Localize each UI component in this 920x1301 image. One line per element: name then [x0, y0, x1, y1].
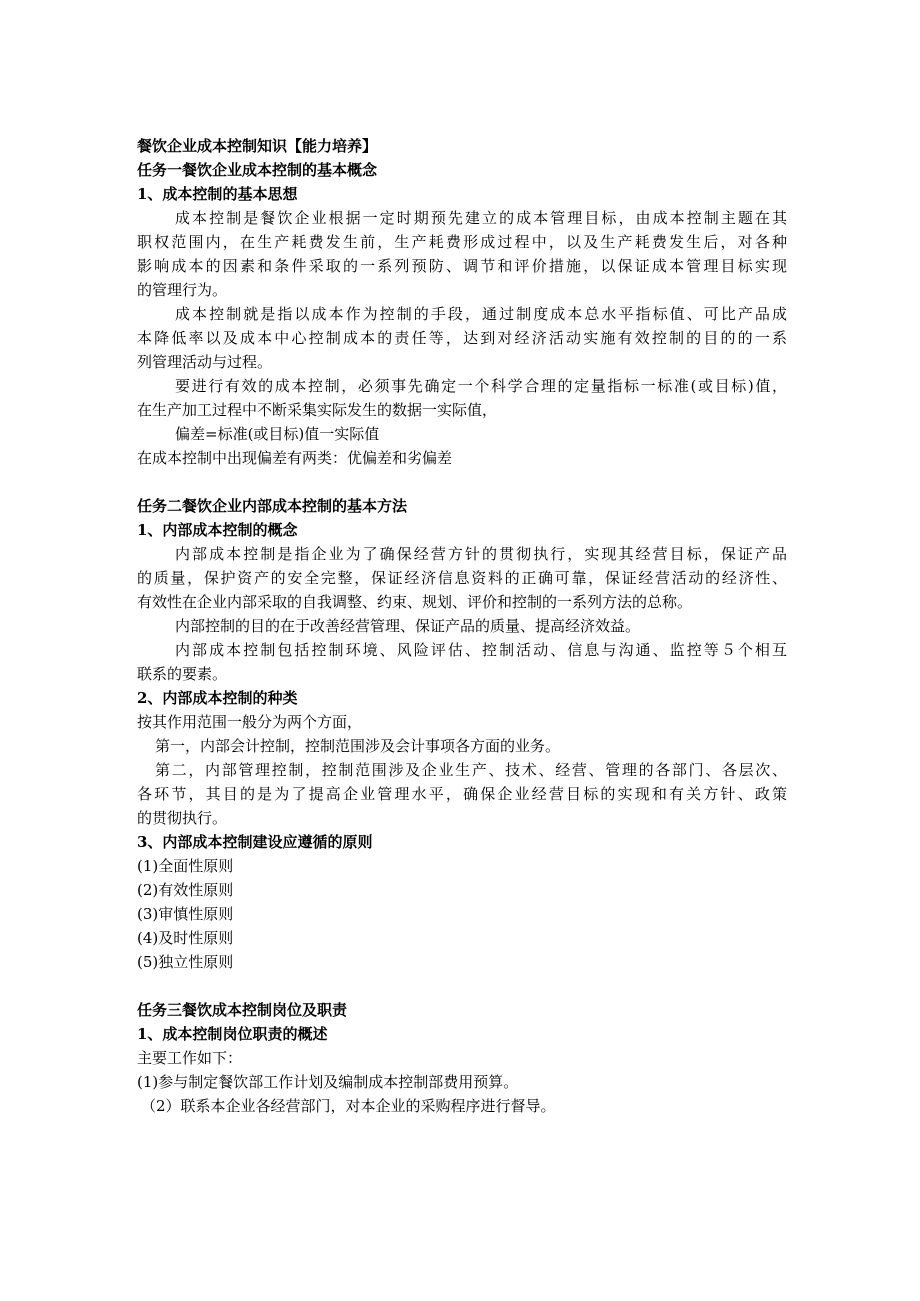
task2-section2-intro: 按其作用范围一般分为两个方面， — [137, 713, 363, 731]
task2-p1-line3: 有效性在企业内部采取的自我调整、约束、规划、评价和控制的一系列方法的总称。 — [137, 593, 693, 611]
task3-heading: 任务三餐饮成本控制岗位及职责 — [137, 1001, 348, 1019]
task2-section2-second-line2: 各环节，其目的是为了提高企业管理水平，确保企业经营目标的实现和有关方针、政策 — [137, 785, 787, 803]
task3-section1-heading: 1、成本控制岗位职责的概述 — [137, 1025, 328, 1043]
task1-p3-line1: 要进行有效的成本控制，必须事先确定一个科学合理的定量指标一标准(或目标)值， — [175, 377, 787, 395]
task2-p1-line1: 内部成本控制是指企业为了确保经营方针的贯彻执行，实现其经营目标，保证产品 — [175, 545, 787, 563]
task1-p2-line3: 列管理活动与过程。 — [137, 353, 273, 371]
document-title: 餐饮企业成本控制知识【能力培养】 — [137, 137, 378, 155]
document-page — [137, 134, 787, 1118]
task2-p3-line2: 联系的要素。 — [137, 665, 228, 683]
task3-item1: (1)参与制定餐饮部工作计划及编制成本控制部费用预算。 — [137, 1073, 519, 1091]
task2-p2: 内部控制的目的在于改善经营管理、保证产品的质量、提高经济效益。 — [175, 617, 641, 635]
principle-item: (3)审慎性原则 — [137, 905, 234, 923]
task2-section2-heading: 2、内部成本控制的种类 — [137, 689, 298, 707]
spacer — [137, 470, 787, 494]
task1-p2-line2: 本降低率以及成本中心控制成本的责任等，达到对经济活动实施有效控制的目的的一系 — [137, 329, 787, 347]
task1-p1-line3: 影响成本的因素和条件采取的一系列预防、调节和评价措施，以保证成本管理目标实现 — [137, 257, 787, 275]
principle-item: (2)有效性原则 — [137, 881, 234, 899]
task1-p3-line2: 在生产加工过程中不断采集实际发生的数据一实际值， — [137, 401, 498, 419]
task2-section2-first: 第一，内部会计控制，控制范围涉及会计事项各方面的业务。 — [155, 737, 561, 755]
task3-item2: （2）联系本企业各经营部门，对本企业的采购程序进行督导。 — [141, 1097, 556, 1115]
task2-section3-heading: 3、内部成本控制建设应遵循的原则 — [137, 833, 373, 851]
principle-item: (1)全面性原则 — [137, 857, 234, 875]
principle-item: (5)独立性原则 — [137, 953, 234, 971]
task2-heading: 任务二餐饮企业内部成本控制的基本方法 — [137, 497, 408, 515]
task1-p1-line4: 的管理行为。 — [137, 281, 228, 299]
task2-p1-line2: 的质量，保护资产的安全完整，保证经济信息资料的正确可靠，保证经营活动的经济性、 — [137, 569, 787, 587]
task1-p2-line1: 成本控制就是指以成本作为控制的手段，通过制度成本总水平指标值、可比产品成 — [175, 305, 787, 323]
task3-intro: 主要工作如下： — [137, 1049, 243, 1067]
spacer — [137, 974, 787, 998]
task2-p3-line1: 内部成本控制包括控制环境、风险评估、控制活动、信息与沟通、监控等５个相互 — [175, 641, 787, 659]
task2-section1-heading: 1、内部成本控制的概念 — [137, 521, 298, 539]
deviation-types: 在成本控制中出现偏差有两类：优偏差和劣偏差 — [137, 449, 453, 467]
task1-section1-heading: 1、成本控制的基本思想 — [137, 185, 298, 203]
task1-p1-line2: 职权范围内，在生产耗费发生前，生产耗费形成过程中，以及生产耗费发生后，对各种 — [137, 233, 787, 251]
principle-item: (4)及时性原则 — [137, 929, 234, 947]
task2-section2-second-line1: 第二，内部管理控制，控制范围涉及企业生产、技术、经营、管理的各部门、各层次、 — [155, 761, 787, 779]
task1-p1-line1: 成本控制是餐饮企业根据一定时期预先建立的成本管理目标，由成本控制主题在其 — [175, 209, 787, 227]
deviation-formula: 偏差=标准(或目标)值一实际值 — [175, 425, 380, 443]
task1-heading: 任务一餐饮企业成本控制的基本概念 — [137, 161, 378, 179]
task2-section2-second-line3: 的贯彻执行。 — [137, 809, 228, 827]
